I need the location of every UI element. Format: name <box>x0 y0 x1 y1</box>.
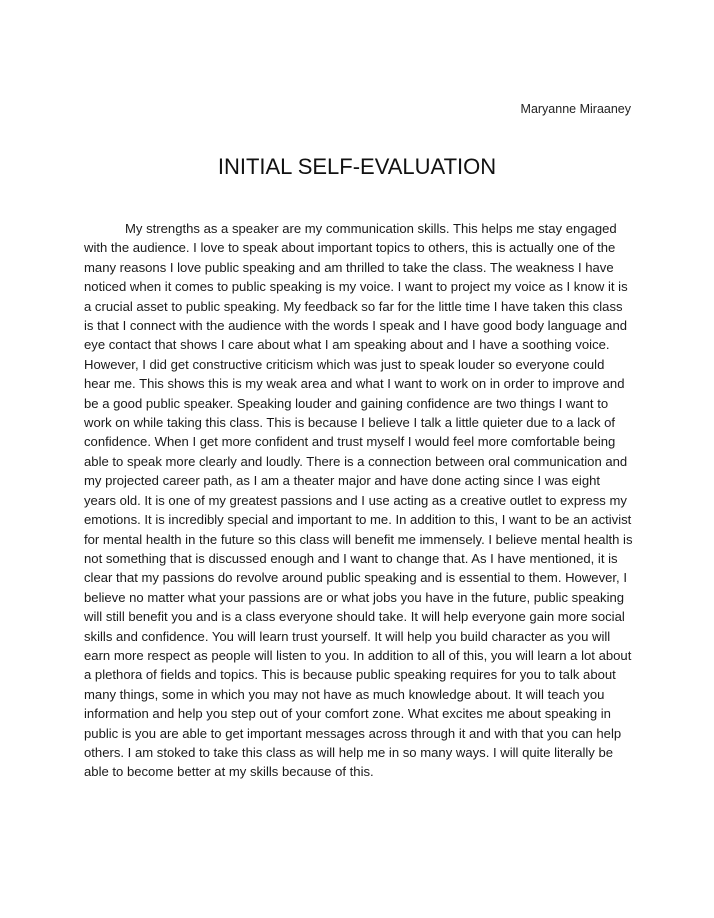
author-name: Maryanne Miraaney <box>520 102 631 116</box>
document-title: INITIAL SELF-EVALUATION <box>217 154 497 179</box>
body-paragraph: My strengths as a speaker are my communication skills. This helps me stay engaged with the audience. I love to speak about important topics to others, this is actually one of the many reasons I love public speaking and am thrilled to take the class. The weakness I have noticed when it comes to public speaking is my voice. I want to project my voice as I know it is a crucial asset to public speaking. My feedback so far for the little time I have taken this class is that I connect with the audience with the words I speak and I have good body language and eye contact that shows I care about what I am speaking about and I have a soothing voice. However, I did get constructive criticism which was just to speak louder so everyone could hear me. This shows this is my weak area and what I want to work on in order to improve and be a good public speaker. Speaking louder and gaining confidence are two things I want to work on while taking this class. This is because I believe I talk a little quieter due to a lack of confidence. When I get more confident and trust myself I would feel more comfortable being able to speak more clearly and loudly. There is a connection between oral communication and my projected career path, as I am a theater major and have done acting since I was eight years old. It is one of my greatest passions and I use acting as a creative outlet to express my emotions. It is incredibly special and important to me. In addition to this, I want to be an activist for mental health in the future so this class will benefit me immensely. I believe mental health is not something that is discussed enough and I want to change that. As I have mentioned, it is clear that my passions do revolve around public speaking and is essential to them. However, I believe no matter what your passions are or what jobs you have in the future, public speaking will still benefit you and is a class everyone should take. It will help everyone gain more social skills and confidence. You will learn trust yourself. It will help you build character as you will earn more respect as people will listen to you. In addition to all of this, you will learn a lot about a plethora of fields and topics. This is because public speaking requires for you to talk about many things, some in which you may not have as much knowledge about. It will teach you information and help you step out of your comfort zone. What excites me about speaking in public is you are able to get important messages across through it and with that you can help others. I am stoked to take this class as will help me in so many ways. I will quite literally be able to become better at my skills because of this. <box>84 221 633 780</box>
